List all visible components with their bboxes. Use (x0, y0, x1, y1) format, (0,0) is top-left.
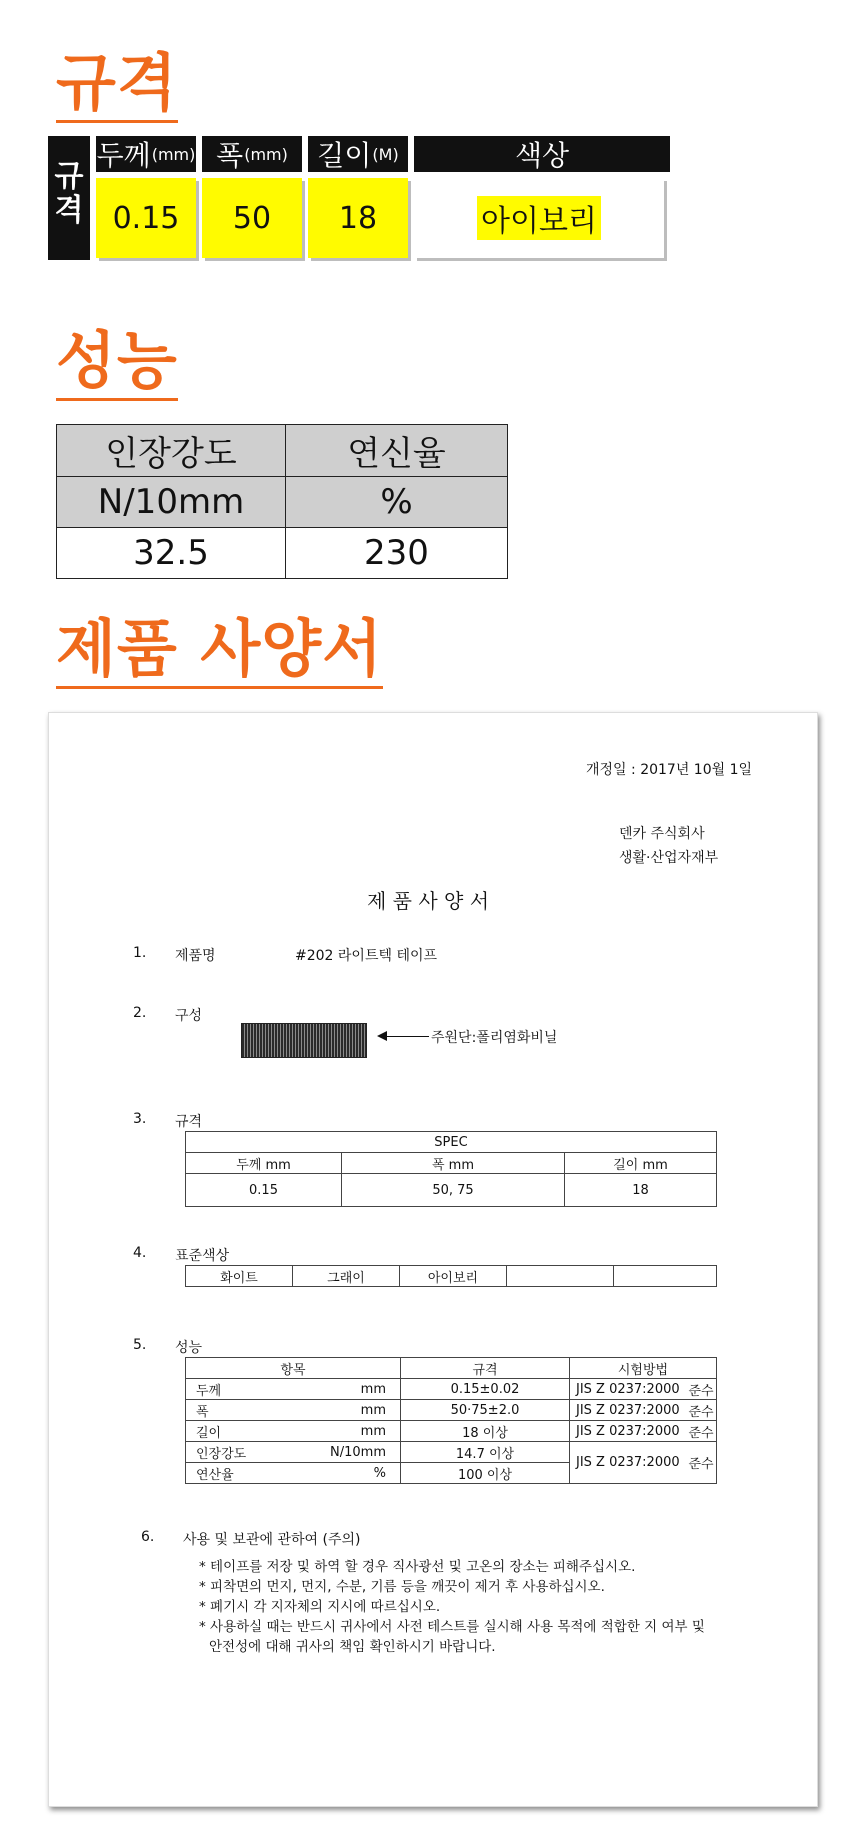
spec-caption: SPEC (186, 1132, 717, 1153)
section-3-number: 3. (133, 1111, 147, 1127)
section-1-number: 1. (133, 945, 147, 961)
section-4-label: 표준색상 (175, 1248, 230, 1264)
perf-col-header: 항목 (186, 1358, 401, 1379)
spec-value-length: 18 (308, 178, 408, 258)
section-2-number: 2. (133, 1005, 147, 1021)
doc-spec-header: 두께 mm (186, 1153, 342, 1174)
doc-spec-value: 18 (565, 1174, 717, 1207)
table-row: 연산율 % 100 이상 (186, 1463, 717, 1484)
doc-spec-header: 폭 mm (342, 1153, 565, 1174)
caution-note: * 폐기시 각 지자체의 지시에 따르십시오. (199, 1599, 441, 1615)
department-name: 생활·산업자재부 (619, 850, 719, 866)
revision-date: 개정일 : 2017년 10월 1일 (586, 762, 753, 778)
performance-heading: 성능 (56, 330, 178, 401)
section-3-label: 규격 (175, 1114, 203, 1130)
product-name: #202 라이트텍 테이프 (295, 948, 438, 964)
doc-spec-value: 0.15 (186, 1174, 342, 1207)
color-option (507, 1266, 614, 1287)
table-row: 인장강도 N/10mm 14.7 이상 JIS Z 0237:2000 준수 (186, 1442, 717, 1463)
arrow-left-icon (379, 1036, 429, 1037)
spec-side-label (48, 136, 90, 260)
section-2-label: 구성 (175, 1008, 203, 1024)
spec-value-color: 아이보리 (414, 178, 664, 258)
color-option (614, 1266, 717, 1287)
spec-header-width: 폭 (mm) (202, 136, 302, 172)
perf-col-header: 시험방법 (570, 1358, 717, 1379)
spec-header-color: 색상 (414, 136, 670, 172)
spec-header-length: 길이 (M) (308, 136, 408, 172)
perf-unit: % (286, 477, 508, 528)
section-5-number: 5. (133, 1337, 147, 1353)
table-row: 폭 mm 50·75±2.0 JIS Z 0237:2000 준수 (186, 1400, 717, 1421)
caution-note: * 피착면의 먼지, 먼지, 수분, 기름 등을 깨끗이 제거 후 사용하십시오. (199, 1579, 605, 1595)
section-1-label: 제품명 (175, 948, 216, 964)
section-6-number: 6. (141, 1529, 155, 1545)
color-option: 그래이 (293, 1266, 400, 1287)
material-label: 주원단:폴리염화비닐 (431, 1030, 558, 1046)
side-char: 격 (54, 193, 84, 228)
perf-value: 32.5 (57, 528, 286, 579)
perf-unit: N/10mm (57, 477, 286, 528)
color-option: 아이보리 (400, 1266, 507, 1287)
side-char: 규 (54, 159, 84, 194)
spec-table (48, 136, 670, 260)
perf-header: 인장강도 (57, 425, 286, 477)
doc-title: 제 품 사 양 서 (367, 889, 490, 913)
perf-value: 230 (286, 528, 508, 579)
doc-performance-table (185, 1357, 717, 1484)
spec-sheet-document (48, 712, 818, 1807)
sheet-heading: 제품 사양서 (56, 618, 383, 689)
spec-value-thickness: 0.15 (96, 178, 196, 258)
doc-spec-header: 길이 mm (565, 1153, 717, 1174)
company-name: 덴카 주식회사 (619, 826, 705, 842)
spec-header-thickness: 두께 (mm) (96, 136, 196, 172)
caution-note: * 사용하실 때는 반드시 귀사에서 사전 테스트를 실시해 사용 목적에 적합한 지 여부 및 (199, 1619, 705, 1635)
section-6-label: 사용 및 보관에 관하여 (주의) (183, 1532, 361, 1548)
tape-cross-section-image (241, 1023, 367, 1058)
caution-note: 안전성에 대해 귀사의 책임 확인하시기 바랍니다. (209, 1639, 496, 1655)
standard-colors-table (185, 1265, 717, 1287)
perf-header: 연신율 (286, 425, 508, 477)
spec-value-width: 50 (202, 178, 302, 258)
section-4-number: 4. (133, 1245, 147, 1261)
table-row: 길이 mm 18 이상 JIS Z 0237:2000 준수 (186, 1421, 717, 1442)
spec-heading: 규격 (56, 52, 178, 123)
doc-spec-table (185, 1131, 717, 1207)
caution-note: * 테이프를 저장 및 하역 할 경우 직사광선 및 고온의 장소는 피해주십시오. (199, 1559, 636, 1575)
doc-spec-value: 50, 75 (342, 1174, 565, 1207)
section-5-label: 성능 (175, 1340, 203, 1356)
table-row: 두께 mm 0.15±0.02 JIS Z 0237:2000 준수 (186, 1379, 717, 1400)
color-option: 화이트 (186, 1266, 293, 1287)
perf-col-header: 규격 (401, 1358, 570, 1379)
performance-table (56, 424, 508, 579)
